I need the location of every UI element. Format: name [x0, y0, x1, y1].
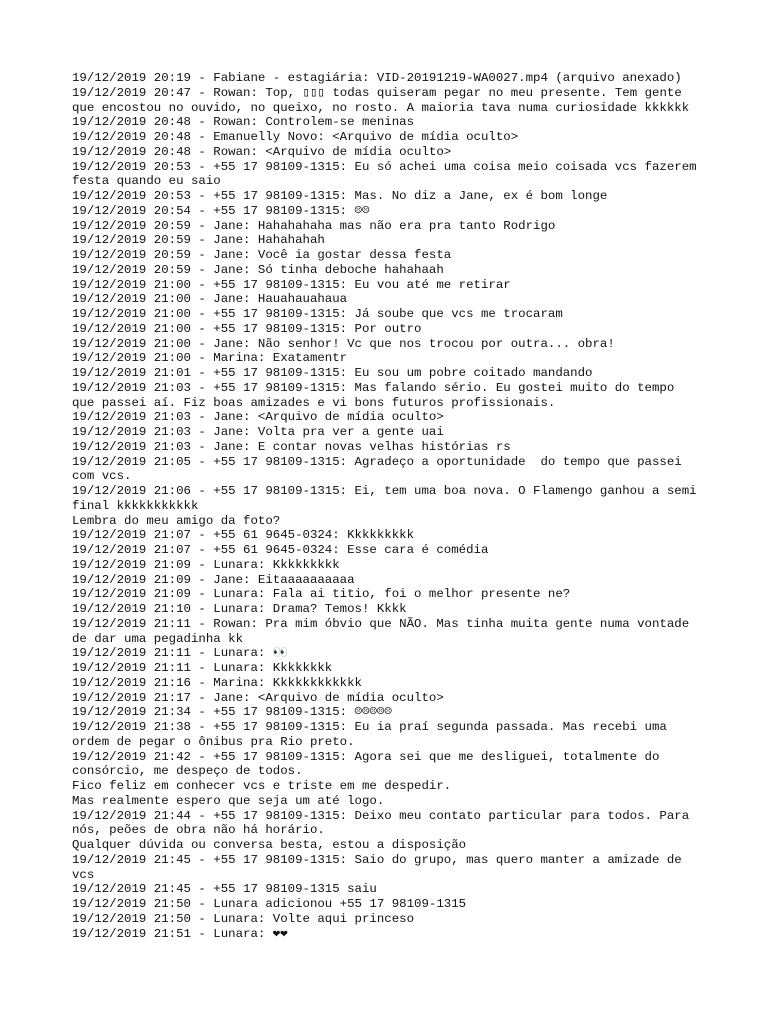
chat-line: 19/12/2019 21:17 - Jane: <Arquivo de mídia oculto>	[72, 690, 444, 705]
chat-line: 19/12/2019 20:19 - Fabiane - estagiária: VID-20191219-WA0027.mp4 (arquivo anexado)	[72, 71, 682, 85]
chat-line: 19/12/2019 21:00 - +55 17 98109-1315: Eu vou até me retirar	[72, 277, 511, 292]
chat-line: 19/12/2019 21:09 - Lunara: Kkkkkkkkk	[72, 557, 340, 572]
chat-line: 19/12/2019 21:10 - Lunara: Drama? Temos! Kkkk	[72, 602, 407, 616]
chat-line: 19/12/2019 20:53 - +55 17 98109-1315: Eu só achei uma coisa meio coisada vcs fazerem festa quando eu saio	[72, 159, 705, 189]
chat-line: Qualquer dúvida ou conversa besta, estou a disposição	[72, 838, 467, 852]
chat-line: 19/12/2019 20:48 - Emanuelly Novo: <Arquivo de mídia oculto>	[72, 130, 519, 144]
chat-line: 19/12/2019 20:54 - +55 17 98109-1315: ☹☹	[72, 203, 370, 218]
chat-line: 19/12/2019 21:00 - +55 17 98109-1315: Por outro	[72, 321, 422, 336]
chat-line: 19/12/2019 21:03 - Jane: <Arquivo de mídia oculto>	[72, 410, 444, 425]
chat-line: 19/12/2019 21:01 - +55 17 98109-1315: Eu sou um pobre coitado mandando	[72, 366, 593, 380]
chat-line: 19/12/2019 21:45 - +55 17 98109-1315 saiu	[72, 882, 377, 897]
chat-line: 19/12/2019 21:11 - Lunara: Kkkkkkkk	[72, 661, 333, 675]
chat-line: 19/12/2019 20:48 - Rowan: <Arquivo de mídia oculto>	[72, 144, 452, 159]
chat-line: 19/12/2019 21:38 - +55 17 98109-1315: Eu ia praí segunda passada. Mas recebi uma ordem de pegar o ônibus pra Rio preto.	[72, 720, 675, 749]
chat-line: 19/12/2019 21:11 - Lunara: 👀	[72, 646, 289, 661]
chat-line: 19/12/2019 21:45 - +55 17 98109-1315: Saio do grupo, mas quero manter a amizade de vcs	[72, 852, 690, 882]
chat-line: 19/12/2019 20:59 - Jane: Hahahahaha mas não era pra tanto Rodrigo	[72, 218, 556, 233]
chat-line: 19/12/2019 20:53 - +55 17 98109-1315: Mas. No diz a Jane, ex é bom longe	[72, 189, 608, 203]
chat-transcript	[72, 71, 705, 941]
chat-line: 19/12/2019 20:48 - Rowan: Controlem-se meninas	[72, 115, 415, 130]
chat-line: 19/12/2019 21:05 - +55 17 98109-1315: Agradeço a oportunidade do tempo que passei com vcs.	[72, 454, 690, 484]
chat-line: 19/12/2019 21:09 - Jane: Eitaaaaaaaaaa	[72, 572, 355, 587]
chat-line: 19/12/2019 21:00 - Marina: Exatamentr	[72, 351, 348, 366]
chat-line: 19/12/2019 21:50 - Lunara: Volte aqui princeso	[72, 911, 415, 926]
chat-line: 19/12/2019 20:59 - Jane: Só tinha deboche hahahaah	[72, 262, 444, 277]
chat-line: 19/12/2019 21:34 - +55 17 98109-1315: ☹☹☹☹☹	[72, 705, 392, 720]
chat-line: 19/12/2019 20:47 - Rowan: Top, ▯▯▯ todas quiseram pegar no meu presente. Tem gente que encostou no ouvido, no queixo, no rosto. A maioria tava numa curiosidade kkkkkk	[72, 85, 690, 115]
chat-line: 19/12/2019 21:03 - +55 17 98109-1315: Mas falando sério. Eu gostei muito do tempo que passei aí. Fiz boas amizades e vi bons futuros profissionais.	[72, 380, 682, 410]
chat-line: 19/12/2019 21:00 - Jane: Não senhor! Vc que nos trocou por outra... obra!	[72, 336, 615, 351]
chat-line: 19/12/2019 21:44 - +55 17 98109-1315: Deixo meu contato particular para todos. Para nós, peões de obra não há horário.	[72, 808, 697, 838]
chat-line: 19/12/2019 21:03 - Jane: Volta pra ver a gente uai	[72, 425, 444, 439]
chat-line: 19/12/2019 20:59 - Jane: Hahahahah	[72, 233, 325, 248]
chat-line: 19/12/2019 21:07 - +55 61 9645-0324: Kkkkkkkkk	[72, 528, 415, 543]
chat-line: 19/12/2019 21:11 - Rowan: Pra mim óbvio que NÃO. Mas tinha muita gente numa vontade de dar uma pegadinha kk	[72, 616, 697, 646]
chat-line: 19/12/2019 21:07 - +55 61 9645-0324: Esse cara é comédia	[72, 543, 489, 557]
chat-line: Fico feliz em conhecer vcs e triste em me despedir.	[72, 779, 452, 793]
chat-line: 19/12/2019 21:03 - Jane: E contar novas velhas histórias rs	[72, 439, 511, 454]
chat-line: 19/12/2019 21:42 - +55 17 98109-1315: Agora sei que me desliguei, totalmente do consórcio, me despeço de todos.	[72, 749, 667, 779]
chat-line: 19/12/2019 21:00 - +55 17 98109-1315: Já soube que vcs me trocaram	[72, 307, 563, 321]
chat-line: 19/12/2019 21:50 - Lunara adicionou +55 17 98109-1315	[72, 897, 467, 911]
chat-line: 19/12/2019 21:09 - Lunara: Fala ai titio, foi o melhor presente ne?	[72, 587, 571, 602]
chat-line: Lembra do meu amigo da foto?	[72, 513, 281, 528]
chat-line: 19/12/2019 20:59 - Jane: Você ia gostar dessa festa	[72, 248, 452, 262]
chat-line: 19/12/2019 21:51 - Lunara: ❤❤	[72, 926, 288, 941]
chat-line: 19/12/2019 21:06 - +55 17 98109-1315: Ei, tem uma boa nova. O Flamengo ganhou a semi final kkkkkkkkkkk	[72, 484, 705, 513]
chat-line: 19/12/2019 21:16 - Marina: Kkkkkkkkkkkk	[72, 675, 362, 690]
chat-line: Mas realmente espero que seja um até logo.	[72, 793, 385, 808]
chat-line: 19/12/2019 21:00 - Jane: Hauahauahaua	[72, 292, 348, 307]
